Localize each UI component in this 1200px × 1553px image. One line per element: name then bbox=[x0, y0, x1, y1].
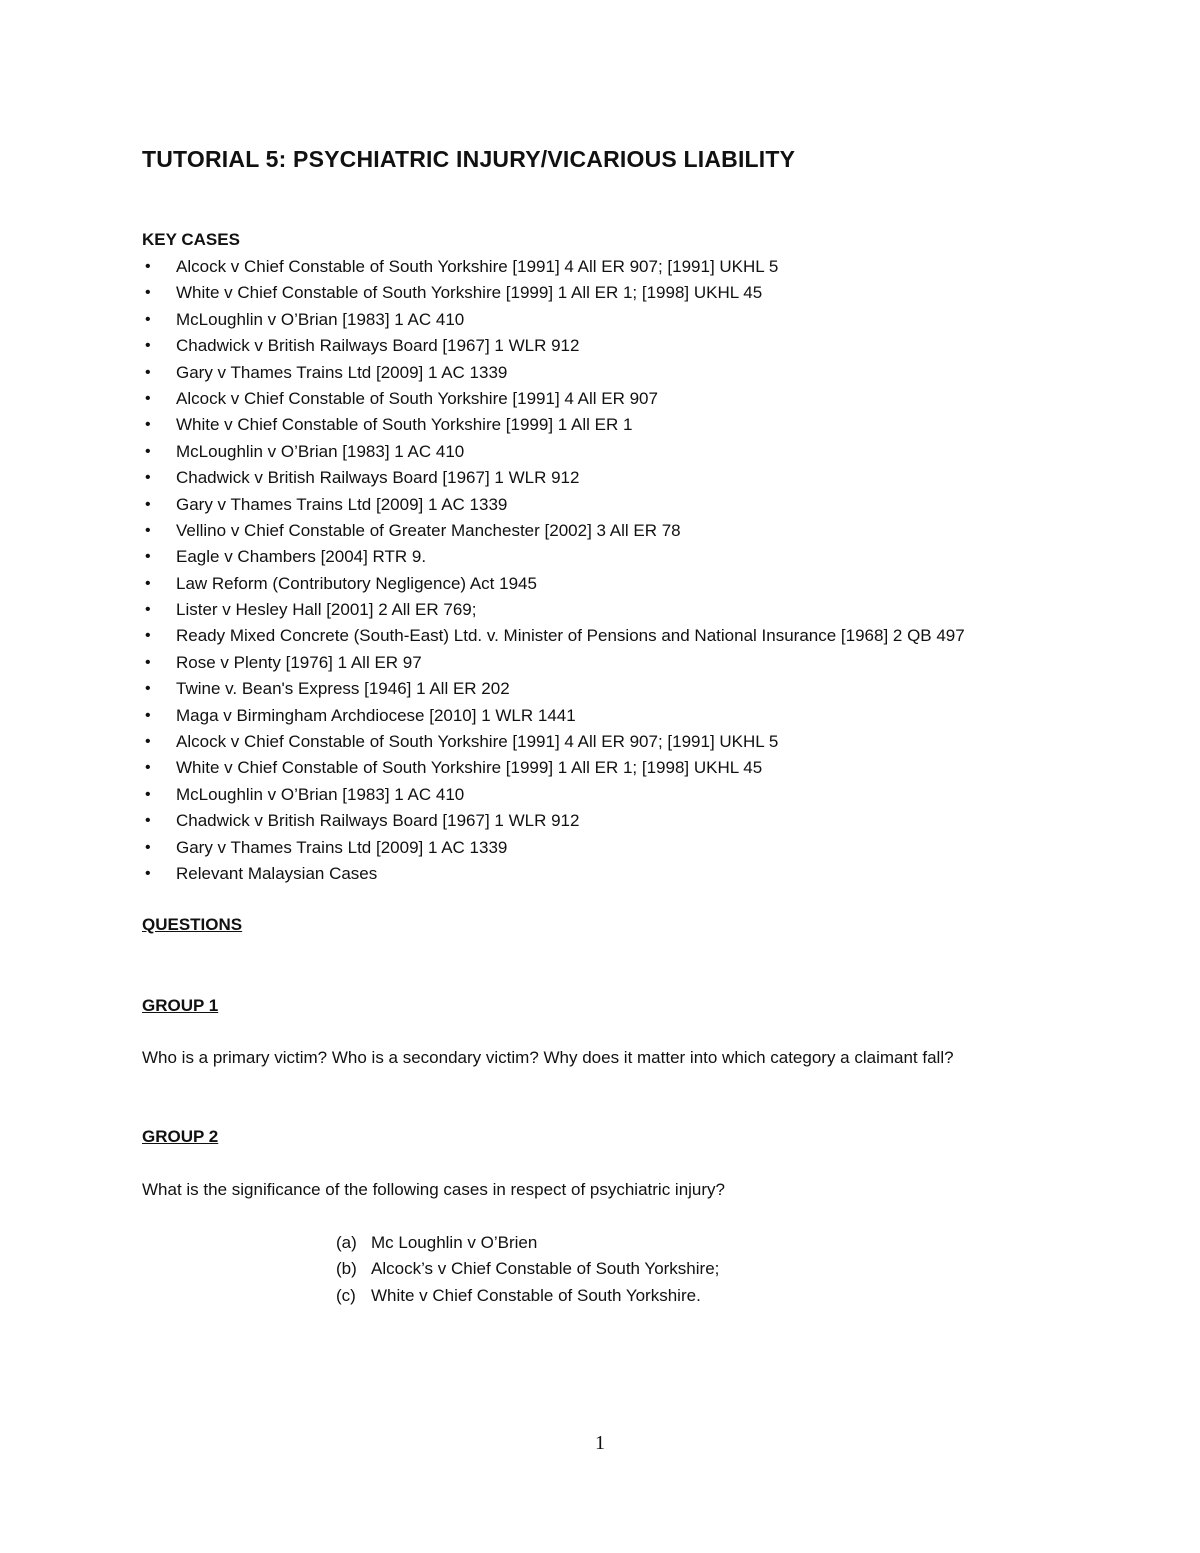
list-item bbox=[142, 755, 965, 781]
bullet-icon: • bbox=[145, 389, 151, 407]
list-item bbox=[142, 465, 965, 491]
list-item bbox=[142, 254, 965, 280]
bullet-icon: • bbox=[145, 680, 151, 698]
case-citation: Vellino v Chief Constable of Greater Manchester [2002] 3 All ER 78 bbox=[176, 520, 681, 540]
case-name: Mc Loughlin v O’Brien bbox=[371, 1233, 538, 1252]
bullet-icon: • bbox=[145, 258, 151, 275]
case-citation: Alcock v Chief Constable of South Yorkshire [1991] 4 All ER 907; [1991] UKHL 5 bbox=[176, 732, 779, 752]
bullet-icon: • bbox=[145, 284, 151, 302]
list-item bbox=[142, 544, 965, 570]
list-item bbox=[142, 307, 965, 333]
list-item bbox=[142, 412, 965, 438]
list-item bbox=[142, 782, 965, 808]
list-marker: (b) bbox=[336, 1259, 357, 1279]
case-citation: Alcock v Chief Constable of South Yorkshire [1991] 4 All ER 907 bbox=[176, 388, 658, 408]
case-citation: Chadwick v British Railways Board [1967] 1 WLR 912 bbox=[176, 811, 580, 831]
list-item bbox=[142, 439, 965, 465]
bullet-icon: • bbox=[145, 442, 151, 460]
case-citation: Lister v Hesley Hall [2001] 2 All ER 769; bbox=[176, 600, 477, 620]
bullet-icon: • bbox=[145, 601, 151, 619]
case-citation: McLoughlin v O’Brian [1983] 1 AC 410 bbox=[176, 441, 465, 461]
bullet-icon: • bbox=[145, 627, 151, 645]
bullet-icon: • bbox=[145, 759, 151, 777]
list-item bbox=[142, 808, 965, 834]
bullet-icon: • bbox=[145, 310, 151, 328]
case-citation: White v Chief Constable of South Yorkshire [1999] 1 All ER 1; [1998] UKHL 45 bbox=[176, 758, 763, 778]
case-citation: Twine v. Bean's Express [1946] 1 All ER 202 bbox=[176, 679, 510, 699]
bullet-icon: • bbox=[145, 548, 151, 566]
list-item bbox=[336, 1230, 719, 1256]
bullet-icon: • bbox=[145, 363, 151, 381]
group-2-case-list bbox=[336, 1230, 719, 1309]
list-item bbox=[142, 492, 965, 518]
questions-heading: QUESTIONS bbox=[142, 915, 243, 934]
bullet-icon: • bbox=[145, 838, 151, 856]
case-citation: White v Chief Constable of South Yorkshire [1999] 1 All ER 1 bbox=[176, 415, 633, 435]
case-citation: McLoughlin v O’Brian [1983] 1 AC 410 bbox=[176, 309, 465, 329]
bullet-icon: • bbox=[145, 812, 151, 830]
case-citation: Gary v Thames Trains Ltd [2009] 1 AC 1339 bbox=[176, 494, 508, 514]
list-item bbox=[142, 623, 965, 649]
list-item bbox=[142, 650, 965, 676]
list-item bbox=[336, 1283, 719, 1309]
list-item bbox=[142, 386, 965, 412]
case-citation: Alcock v Chief Constable of South Yorkshire [1991] 4 All ER 907; [1991] UKHL 5 bbox=[176, 257, 779, 276]
list-item bbox=[142, 280, 965, 306]
list-item bbox=[142, 360, 965, 386]
bullet-icon: • bbox=[145, 653, 151, 671]
bullet-icon: • bbox=[145, 521, 151, 539]
group-1-question: Who is a primary victim? Who is a secondary victim? Why does it matter into which category a claimant fall? bbox=[142, 1048, 954, 1067]
bullet-icon: • bbox=[145, 864, 151, 882]
bullet-icon: • bbox=[145, 785, 151, 803]
key-cases-list bbox=[142, 254, 965, 887]
list-marker: (a) bbox=[336, 1233, 357, 1252]
list-item bbox=[142, 571, 965, 597]
case-citation: Relevant Malaysian Cases bbox=[176, 863, 378, 883]
case-citation: Law Reform (Contributory Negligence) Act 1945 bbox=[176, 573, 537, 593]
key-cases-heading: KEY CASES bbox=[142, 230, 240, 249]
list-item bbox=[142, 676, 965, 702]
page-number: 1 bbox=[595, 1432, 605, 1454]
list-marker: (c) bbox=[336, 1285, 356, 1305]
case-citation: Eagle v Chambers [2004] RTR 9. bbox=[176, 547, 427, 567]
case-citation: White v Chief Constable of South Yorkshire [1999] 1 All ER 1; [1998] UKHL 45 bbox=[176, 283, 763, 303]
bullet-icon: • bbox=[145, 495, 151, 513]
bullet-icon: • bbox=[145, 706, 151, 724]
group-1-heading: GROUP 1 bbox=[142, 996, 219, 1015]
bullet-icon: • bbox=[145, 416, 151, 434]
case-citation: Chadwick v British Railways Board [1967] 1 WLR 912 bbox=[176, 336, 580, 356]
case-name: Alcock’s v Chief Constable of South Yorkshire; bbox=[371, 1259, 720, 1279]
list-item bbox=[142, 729, 965, 755]
list-item bbox=[142, 333, 965, 359]
list-item bbox=[336, 1256, 719, 1282]
bullet-icon: • bbox=[145, 733, 151, 751]
case-citation: Gary v Thames Trains Ltd [2009] 1 AC 1339 bbox=[176, 362, 508, 382]
list-item bbox=[142, 703, 965, 729]
group-2-heading: GROUP 2 bbox=[142, 1127, 219, 1146]
page-title: TUTORIAL 5: PSYCHIATRIC INJURY/VICARIOUS LIABILITY bbox=[142, 146, 796, 172]
list-item bbox=[142, 597, 965, 623]
list-item bbox=[142, 861, 965, 887]
case-citation: Rose v Plenty [1976] 1 All ER 97 bbox=[176, 652, 422, 672]
case-citation: Chadwick v British Railways Board [1967] 1 WLR 912 bbox=[176, 468, 580, 488]
list-item bbox=[142, 518, 965, 544]
case-citation: Gary v Thames Trains Ltd [2009] 1 AC 1339 bbox=[176, 837, 508, 857]
bullet-icon: • bbox=[145, 337, 151, 355]
bullet-icon: • bbox=[145, 469, 151, 487]
bullet-icon: • bbox=[145, 574, 151, 592]
case-citation: McLoughlin v O’Brian [1983] 1 AC 410 bbox=[176, 784, 465, 804]
group-2-question: What is the significance of the following cases in respect of psychiatric injury? bbox=[142, 1180, 725, 1199]
case-citation: Ready Mixed Concrete (South-East) Ltd. v. Minister of Pensions and National Insurance [1968] 2 QB 497 bbox=[176, 626, 965, 646]
case-name: White v Chief Constable of South Yorkshire. bbox=[371, 1285, 701, 1305]
case-citation: Maga v Birmingham Archdiocese [2010] 1 WLR 1441 bbox=[176, 705, 576, 725]
list-item bbox=[142, 835, 965, 861]
